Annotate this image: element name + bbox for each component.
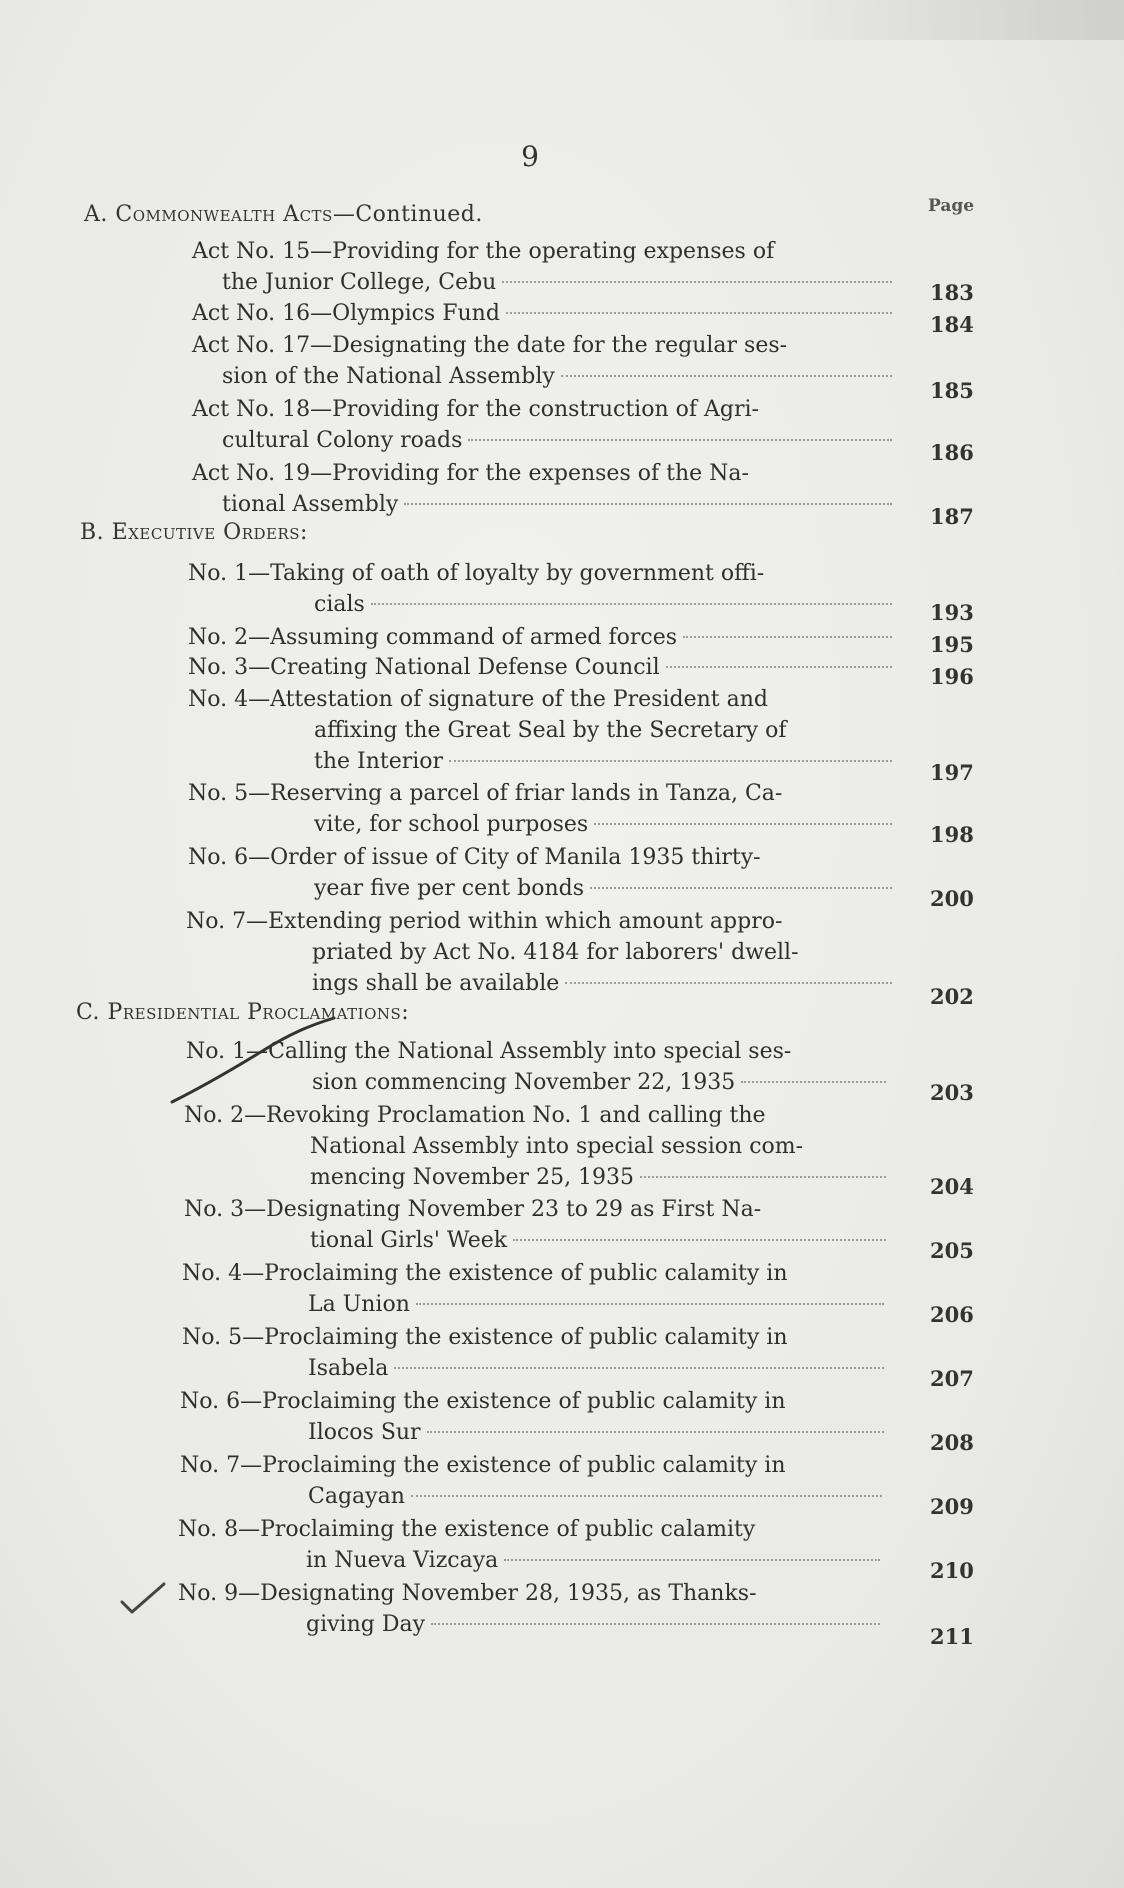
entry-line: Cagayan (308, 1484, 405, 1509)
toc-entry (192, 236, 892, 298)
toc-entry (182, 1258, 884, 1320)
entry-line: No. 2—Revoking Proclamation No. 1 and calling the (184, 1103, 766, 1128)
entry-page-number: 195 (930, 632, 974, 657)
entry-page-number: 209 (930, 1494, 974, 1519)
entry-line: No. 6—Order of issue of City of Manila 1935 thirty- (188, 845, 761, 870)
section-heading-b (80, 520, 308, 545)
dot-leader (394, 1367, 884, 1369)
entry-line: Act No. 17—Designating the date for the regular ses- (192, 333, 788, 358)
entry-page-number: 210 (930, 1558, 974, 1583)
entry-line: No. 2—Assuming command of armed forces (188, 625, 678, 650)
entry-line: No. 7—Extending period within which amount appro- (186, 909, 783, 934)
toc-entry (182, 1322, 884, 1384)
entry-page-number: 198 (930, 822, 974, 847)
entry-page-number: 197 (930, 760, 974, 785)
entry-page-number: 204 (930, 1174, 974, 1199)
section-title: Presidential Proclamations: (107, 1000, 410, 1025)
entry-line: La Union (308, 1292, 410, 1317)
section-prefix: A. (84, 202, 108, 227)
toc-entry (192, 330, 892, 392)
check-mark-icon (118, 1580, 168, 1616)
toc-entry (186, 906, 892, 999)
entry-line: No. 7—Proclaiming the existence of public calamity in (180, 1453, 786, 1478)
entry-line: the Interior (314, 749, 444, 774)
entry-page-number: 206 (930, 1302, 974, 1327)
dot-leader (404, 503, 892, 505)
entry-line: cultural Colony roads (222, 428, 463, 453)
section-prefix: B. (80, 520, 105, 545)
entry-line: cials (314, 592, 365, 617)
toc-entry (188, 842, 892, 904)
entry-page-number: 196 (930, 664, 974, 689)
section-prefix: C. (76, 1000, 101, 1025)
toc-entry (178, 1514, 880, 1576)
dot-leader (411, 1495, 882, 1497)
dot-leader (666, 666, 892, 668)
entry-line: National Assembly into special session com- (310, 1134, 804, 1159)
toc-entry (188, 558, 892, 620)
toc-entry (178, 1578, 880, 1640)
entry-line: Act No. 18—Providing for the construction of Agri- (192, 397, 759, 422)
pen-slash-mark (168, 1014, 338, 1104)
entry-page-number: 193 (930, 600, 974, 625)
dot-leader (741, 1081, 886, 1083)
entry-line: Act No. 16—Olympics Fund (192, 301, 500, 326)
dot-leader (594, 823, 892, 825)
toc-entry (192, 458, 892, 520)
toc-entry (192, 394, 892, 456)
toc-entry (188, 622, 892, 653)
entry-line: the Junior College, Cebu (222, 270, 497, 295)
entry-line: No. 4—Proclaiming the existence of public calamity in (182, 1261, 788, 1286)
entry-page-number: 183 (930, 280, 974, 305)
entry-page-number: 186 (930, 440, 974, 465)
entry-line: No. 5—Reserving a parcel of friar lands in Tanza, Ca- (188, 781, 783, 806)
entry-line: No. 6—Proclaiming the existence of public calamity in (180, 1389, 786, 1414)
section-suffix: —Continued. (332, 202, 483, 227)
entry-line: sion commencing November 22, 1935 (312, 1070, 736, 1095)
entry-line: in Nueva Vizcaya (306, 1548, 499, 1573)
entry-line: Act No. 15—Providing for the operating expenses of (192, 239, 775, 264)
dot-leader (427, 1431, 884, 1433)
dot-leader (468, 439, 892, 441)
page-column-label: Page (928, 196, 975, 216)
entry-line: No. 1—Taking of oath of loyalty by government offi- (188, 561, 765, 586)
dot-leader (683, 636, 892, 638)
entry-line: mencing November 25, 1935 (310, 1165, 635, 1190)
toc-entry (180, 1450, 882, 1512)
entry-line: priated by Act No. 4184 for laborers' dwell- (312, 940, 799, 965)
dot-leader (513, 1239, 886, 1241)
dot-leader (590, 887, 892, 889)
toc-entry (180, 1386, 884, 1448)
dot-leader (431, 1623, 880, 1625)
entry-line: ings shall be available (312, 971, 560, 996)
entry-page-number: 184 (930, 312, 974, 337)
entry-page-number: 185 (930, 378, 974, 403)
dot-leader (371, 603, 892, 605)
entry-page-number: 208 (930, 1430, 974, 1455)
entry-page-number: 211 (930, 1624, 974, 1649)
entry-line: Ilocos Sur (308, 1420, 421, 1445)
toc-entry (192, 298, 892, 329)
entry-line: giving Day (306, 1612, 426, 1637)
entry-page-number: 207 (930, 1366, 974, 1391)
entry-page-number: 203 (930, 1080, 974, 1105)
entry-line: sion of the National Assembly (222, 364, 555, 389)
entry-line: No. 8—Proclaiming the existence of public calamity (178, 1517, 756, 1542)
entry-line: No. 5—Proclaiming the existence of public calamity in (182, 1325, 788, 1350)
toc-entry (188, 684, 892, 777)
dot-leader (449, 760, 892, 762)
toc-entry (184, 1100, 886, 1193)
entry-page-number: 187 (930, 504, 974, 529)
entry-line: vite, for school purposes (314, 812, 589, 837)
entry-line: No. 1—Calling the National Assembly into special ses- (186, 1039, 792, 1064)
entry-line: No. 3—Designating November 23 to 29 as First Na- (184, 1197, 762, 1222)
dot-leader (640, 1176, 886, 1178)
section-title: Executive Orders: (111, 520, 308, 545)
entry-line: No. 3—Creating National Defense Council (188, 655, 660, 680)
entry-line: tional Assembly (222, 492, 399, 517)
entry-line: affixing the Great Seal by the Secretary of (314, 718, 787, 743)
page-number: 9 (521, 140, 539, 173)
dot-leader (561, 375, 892, 377)
entry-page-number: 202 (930, 984, 974, 1009)
entry-line: No. 4—Attestation of signature of the President and (188, 687, 768, 712)
section-title: Commonwealth Acts (115, 202, 333, 227)
entry-line: Act No. 19—Providing for the expenses of the Na- (192, 461, 749, 486)
entry-page-number: 200 (930, 886, 974, 911)
dot-leader (565, 982, 892, 984)
toc-entry (188, 778, 892, 840)
entry-line: tional Girls' Week (310, 1228, 508, 1253)
section-heading-a (84, 202, 483, 227)
dot-leader (506, 312, 892, 314)
toc-entry (188, 652, 892, 683)
toc-entry (184, 1194, 886, 1256)
entry-line: year five per cent bonds (314, 876, 585, 901)
entry-line: Isabela (308, 1356, 389, 1381)
entry-line: No. 9—Designating November 28, 1935, as Thanks- (178, 1581, 757, 1606)
entry-page-number: 205 (930, 1238, 974, 1263)
dot-leader (502, 281, 892, 283)
dot-leader (504, 1559, 880, 1561)
dot-leader (416, 1303, 884, 1305)
